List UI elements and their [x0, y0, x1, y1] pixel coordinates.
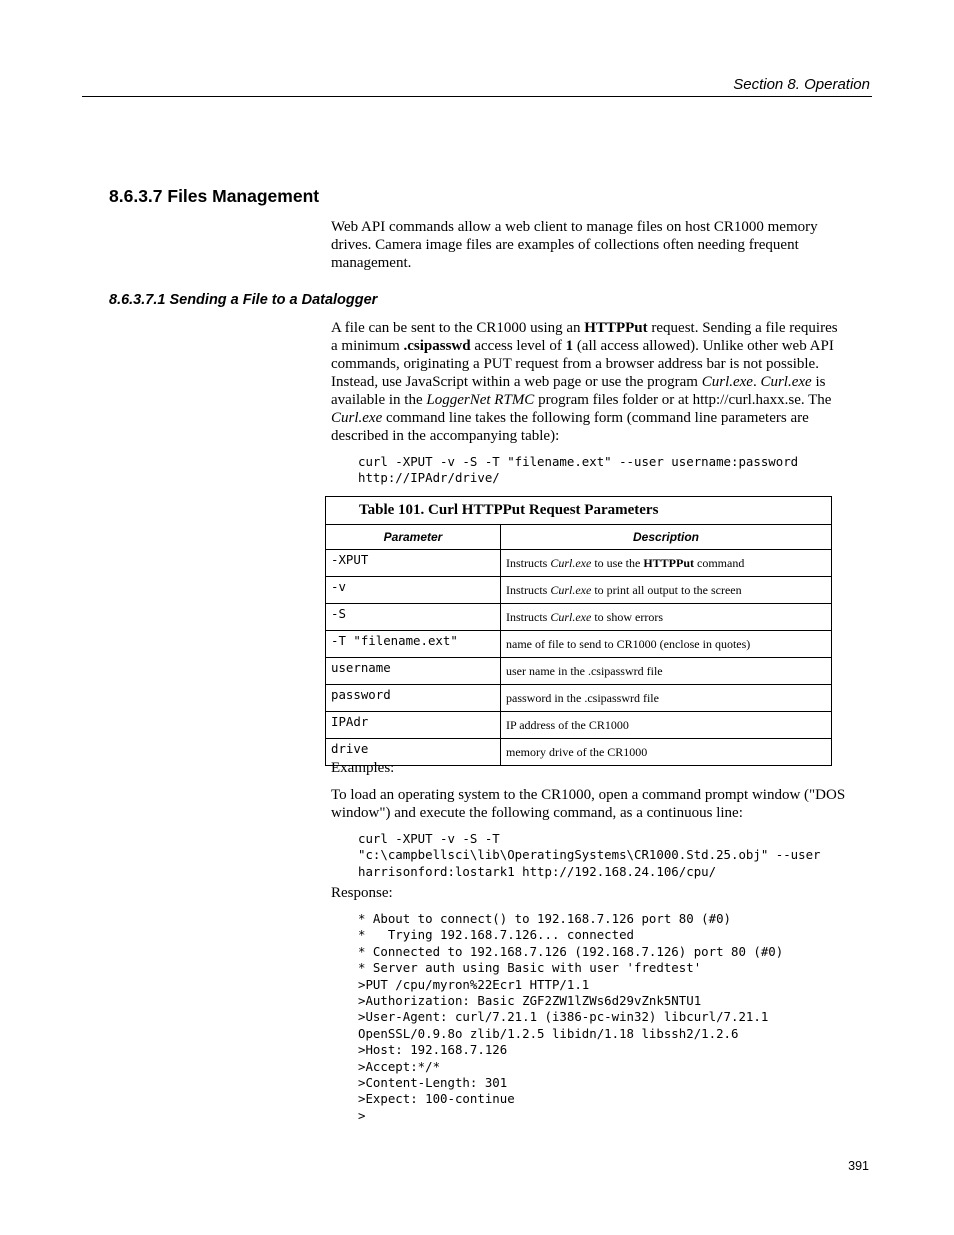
httpput-keyword: HTTPPut	[584, 320, 648, 336]
access-level-value: 1	[565, 338, 574, 354]
table-row	[326, 685, 832, 712]
table-row	[326, 631, 832, 658]
table-row	[326, 550, 832, 577]
text-run: Instructs	[506, 555, 551, 570]
curl-exe-term: Curl.exe	[701, 374, 753, 390]
param-cell: password	[326, 685, 501, 712]
page-number: 391	[848, 1159, 869, 1173]
text-run: .	[752, 374, 761, 390]
column-header-description: Description	[501, 525, 832, 550]
csipasswd-keyword: .csipasswd	[403, 338, 471, 354]
description-cell: user name in the .csipasswrd file	[501, 658, 832, 685]
loggernet-rtmc-term: LoggerNet RTMC	[426, 392, 535, 408]
table-caption: Table 101. Curl HTTPPut Request Parameters	[326, 497, 832, 525]
description-cell: name of file to send to CR1000 (enclose in quotes)	[501, 631, 832, 658]
column-header-parameter: Parameter	[326, 525, 501, 550]
text-run: access level of	[470, 338, 566, 354]
text-run: to print all output to the screen	[591, 582, 742, 597]
response-label: Response:	[331, 885, 393, 901]
table-row	[326, 577, 832, 604]
description-cell	[501, 550, 832, 577]
example-command-code: curl -XPUT -v -S -T "c:\campbellsci\lib\OperatingSystems\CR1000.Std.25.obj" --user harrisonford:lostark1 http://192.168.24.106/cpu/	[358, 831, 821, 879]
text-run: Instructs	[506, 609, 551, 624]
response-output-code: * About to connect() to 192.168.7.126 port 80 (#0) * Trying 192.168.7.126... connected * Connected to 192.168.7.126 (192.168.7.126) port 80 (#0) * Server auth using Basic with user 'fredtest' >PUT /cpu/myron%22Ecr1 HTTP/1.1 >Authorization: Basic ZGF2ZW1lZWs6d29vZnk5NTU1 >User-Agent: curl/7.21.1 (i386-pc-win32) libcurl/7.21.1 OpenSSL/0.9.8o zlib/1.2.5 libidn/1.18 libssh2/1.2.6 >Host: 192.168.7.126 >Accept:*/* >Content-Length: 301 >Expect: 100-continue >	[358, 911, 784, 1123]
subsection-heading: 8.6.3.7.1 Sending a File to a Datalogger	[109, 292, 378, 308]
text-run: A file can be sent to the CR1000 using an	[331, 320, 585, 336]
curl-exe-term: Curl.exe	[760, 374, 812, 390]
text-run: program files folder or at http://curl.haxx.se. The	[534, 392, 832, 408]
text-run: to use the	[591, 555, 644, 570]
load-os-paragraph: To load an operating system to the CR1000, open a command prompt window ("DOS window") and execute the following command, as a continuous line:	[331, 787, 846, 821]
command-form-code: curl -XPUT -v -S -T "filename.ext" --user username:password http://IPAdr/drive/	[358, 454, 799, 486]
table-row	[326, 712, 832, 739]
parameters-table	[325, 496, 831, 766]
curl-exe-term: Curl.exe	[550, 582, 592, 597]
description-cell	[501, 604, 832, 631]
running-header: Section 8. Operation	[733, 76, 870, 93]
text-run: is available in the	[331, 374, 826, 408]
description-cell: IP address of the CR1000	[501, 712, 832, 739]
param-cell: username	[326, 658, 501, 685]
curl-exe-term: Curl.exe	[331, 410, 383, 426]
param-cell: -XPUT	[326, 550, 501, 577]
section-heading: 8.6.3.7 Files Management	[109, 186, 320, 206]
param-cell: -S	[326, 604, 501, 631]
curl-exe-term: Curl.exe	[550, 555, 592, 570]
examples-label: Examples:	[331, 760, 395, 776]
table-row	[326, 658, 832, 685]
param-cell: drive	[326, 739, 501, 766]
text-run: (all access allowed). Unlike other web API commands, originating a PUT request from a browser address bar is not possible. Instead, use JavaScript within a web page or use the program	[331, 338, 834, 390]
intro-paragraph: Web API commands allow a web client to manage files on host CR1000 memory drives. Camera image files are examples of collections often needing frequent management.	[331, 219, 818, 271]
param-cell: -T "filename.ext"	[326, 631, 501, 658]
text-run: to show errors	[591, 609, 663, 624]
header-divider	[82, 96, 872, 97]
description-cell: password in the .csipasswrd file	[501, 685, 832, 712]
table-row	[326, 604, 832, 631]
text-run: command	[694, 555, 745, 570]
send-file-paragraph	[331, 319, 846, 445]
description-cell: memory drive of the CR1000	[501, 739, 832, 766]
curl-exe-term: Curl.exe	[550, 609, 592, 624]
text-run: request. Sending a file requires a minimum	[331, 320, 838, 354]
text-run: Instructs	[506, 582, 551, 597]
param-cell: -v	[326, 577, 501, 604]
text-run: command line takes the following form (command line parameters are described in the accompanying table):	[331, 410, 809, 444]
param-cell: IPAdr	[326, 712, 501, 739]
description-cell	[501, 577, 832, 604]
httpput-keyword: HTTPPut	[643, 555, 694, 570]
